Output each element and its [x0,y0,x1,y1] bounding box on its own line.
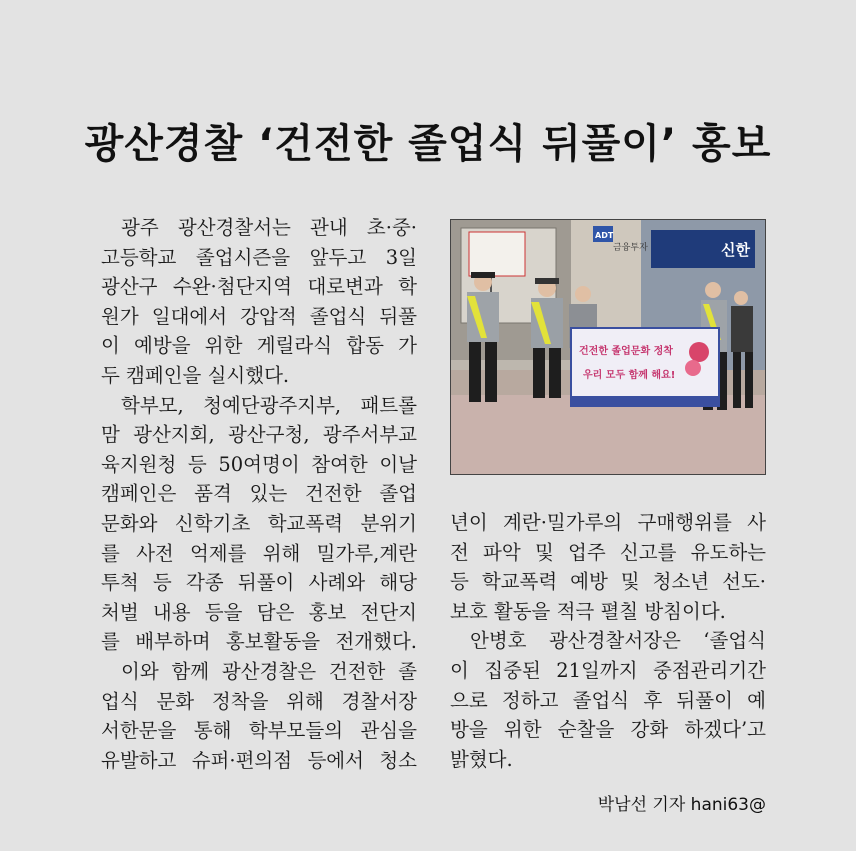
campaign-photo-illustration [451,220,765,474]
article-column-left [101,213,417,775]
body-line: 를 배부하며 홍보활동을 전개했다. [101,630,417,654]
body-line: 서한문을 통해 학부모들의 관심을 [101,719,417,743]
body-line: 문화와 신학기초 학교폭력 분위기 [101,511,417,535]
body-line: 육지원청 등 50여명이 참여한 이날 [101,452,417,476]
store-sign: 신한 [721,241,750,259]
body-line: 투척 등 각종 뒤풀이 사례와 해당 [101,571,417,595]
byline: 박남선 기자 hani63@ [597,795,766,815]
headline: 광산경찰 ‘건전한 졸업식 뒤풀이’ 홍보 [84,121,772,167]
body-line: 전 파악 및 업주 신고를 유도하는 [450,540,766,564]
body-line: 학부모, 청예단광주지부, 패트롤 [121,393,417,417]
body-line: 으로 정하고 졸업식 후 뒤풀이 예 [450,688,766,712]
campaign-banner [571,328,719,406]
banner-line-1: 건전한 졸업문화 정착 [579,346,673,357]
body-line: 원가 일대에서 강압적 졸업식 뒤풀 [101,304,417,328]
body-line: 를 사전 억제를 위해 밀가루,계란 [101,541,417,565]
banner-line-2: 우리 모두 함께 해요! [583,370,676,381]
body-line: 안병호 광산경찰서장은 ‘졸업식 [470,629,766,653]
body-line: 년이 계란·밀가루의 구매행위를 사 [450,511,766,534]
body-line: 광산구 수완·첨단지역 대로변과 학 [101,275,417,299]
body-line: 처벌 내용 등을 담은 홍보 전단지 [101,600,417,624]
body-line: 보호 활동을 적극 펼칠 방침이다. [450,599,726,623]
body-line: 밝혔다. [450,747,513,771]
body-line: 이 예방을 위한 게릴라식 합동 가 [101,334,417,358]
body-line: 고등학교 졸업시즌을 앞두고 3일 [101,245,417,269]
body-line: 등 학교폭력 예방 및 청소년 선도· [450,570,766,594]
body-line: 이와 함께 광산경찰은 건전한 졸 [121,659,417,683]
article-column-right [450,508,766,774]
body-line: 광주 광산경찰서는 관내 초·중· [121,216,417,239]
finance-sign: 금융투자 [613,243,648,253]
body-line: 맘 광산지회, 광산구청, 광주서부교 [101,423,417,447]
body-line: 방을 위한 순찰을 강화 하겠다’고 [450,718,766,742]
body-line: 이 집중된 21일까지 중점관리기간 [450,658,766,682]
campaign-photo [450,219,766,475]
adt-sign: ADT [595,231,614,240]
body-line: 두 캠페인을 실시했다. [101,363,290,387]
body-line: 업식 문화 정착을 위해 경찰서장 [101,689,417,713]
body-line: 캠페인은 품격 있는 건전한 졸업 [101,482,417,506]
body-line: 유발하고 슈퍼·편의점 등에서 청소 [101,748,417,772]
